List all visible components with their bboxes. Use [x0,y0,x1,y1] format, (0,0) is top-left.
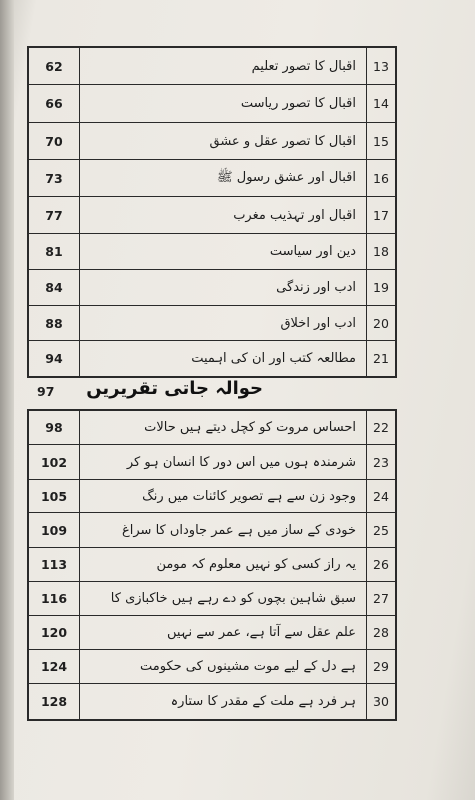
entry-number: 22 [366,411,395,444]
contents-table-2 [27,409,397,721]
table-row [29,513,395,548]
entry-page: 70 [29,123,80,159]
entry-number: 21 [366,341,395,376]
entry-page: 124 [29,650,80,683]
entry-title: خودی کے ساز میں ہے عمر جاوداں کا سراغ [122,522,356,538]
entry-title: اقبال اور عشق رسول ﷺ [216,169,356,185]
entry-page: 84 [29,270,80,305]
entry-title: احساس مروت کو کچل دیتے ہیں حالات [144,420,356,435]
table-row [29,270,395,306]
entry-title: اقبال کا تصور تعلیم [251,58,356,74]
table-row [29,85,395,123]
table-row [29,234,395,270]
entry-number: 29 [366,650,395,683]
entry-title: وجود زن سے ہے تصویر کائنات میں رنگ [142,488,356,504]
entry-title: ہے دل کے لیے موت مشینوں کی حکومت [140,659,356,674]
table-row [29,616,395,650]
table-row [29,445,395,480]
entry-number: 24 [366,480,395,512]
table-row [29,48,395,85]
entry-page: 66 [29,85,80,122]
entry-title: شرمندہ ہوں میں اس دور کا انسان ہو کر [126,454,356,470]
table-row [29,411,395,445]
entry-number: 19 [366,270,395,305]
entry-title: ادب اور زندگی [276,280,356,295]
entry-number: 15 [366,123,395,159]
table-row [29,341,395,376]
entry-page: 62 [29,48,80,84]
entry-title: ہر فرد ہے ملت کے مقدر کا ستارہ [170,694,356,709]
entry-number: 30 [366,684,395,719]
entry-number: 27 [366,582,395,615]
entry-page: 94 [29,341,80,376]
table-row [29,480,395,513]
entry-page: 77 [29,197,80,233]
entry-title: ادب اور اخلاق [280,315,356,331]
entry-number: 26 [366,548,395,581]
entry-title: دین اور سیاست [269,244,356,259]
entry-page: 88 [29,306,80,340]
entry-page: 113 [29,548,80,581]
table-row [29,684,395,719]
section-heading-page: 97 [37,384,55,399]
entry-number: 28 [366,616,395,649]
entry-number: 18 [366,234,395,269]
entry-page: 116 [29,582,80,615]
page-binding-shadow [0,0,14,800]
section-heading: حوالہ جاتی تقریریں [86,378,263,399]
contents-table-1 [27,46,397,378]
entry-number: 16 [366,160,395,196]
entry-number: 17 [366,197,395,233]
table-row [29,306,395,341]
table-row [29,160,395,197]
entry-title: سبق شاہین بچوں کو دے رہے ہیں خاکبازی کا [110,591,356,606]
entry-page: 109 [29,513,80,547]
entry-page: 105 [29,480,80,512]
entry-page: 120 [29,616,80,649]
table-row [29,582,395,616]
entry-number: 20 [366,306,395,340]
entry-title: علم عقل سے آتا ہے، عمر سے نہیں [167,625,356,640]
table-row [29,548,395,582]
entry-page: 98 [29,411,80,444]
entry-title: اقبال اور تہذیب مغرب [233,207,356,223]
entry-title: اقبال کا تصور عقل و عشق [209,133,356,149]
entry-number: 13 [366,48,395,84]
entry-page: 102 [29,445,80,479]
entry-title: مطالعہ کتب اور ان کی اہمیت [191,351,356,366]
table-row [29,197,395,234]
entry-page: 128 [29,684,80,719]
entry-title: یہ راز کسی کو نہیں معلوم کہ مومن [156,557,356,572]
table-row [29,123,395,160]
entry-number: 23 [366,445,395,479]
entry-page: 73 [29,160,80,196]
section-heading-row [27,376,393,408]
entry-page: 81 [29,234,80,269]
entry-number: 14 [366,85,395,122]
entry-number: 25 [366,513,395,547]
entry-title: اقبال کا تصور ریاست [240,96,356,111]
table-row [29,650,395,684]
